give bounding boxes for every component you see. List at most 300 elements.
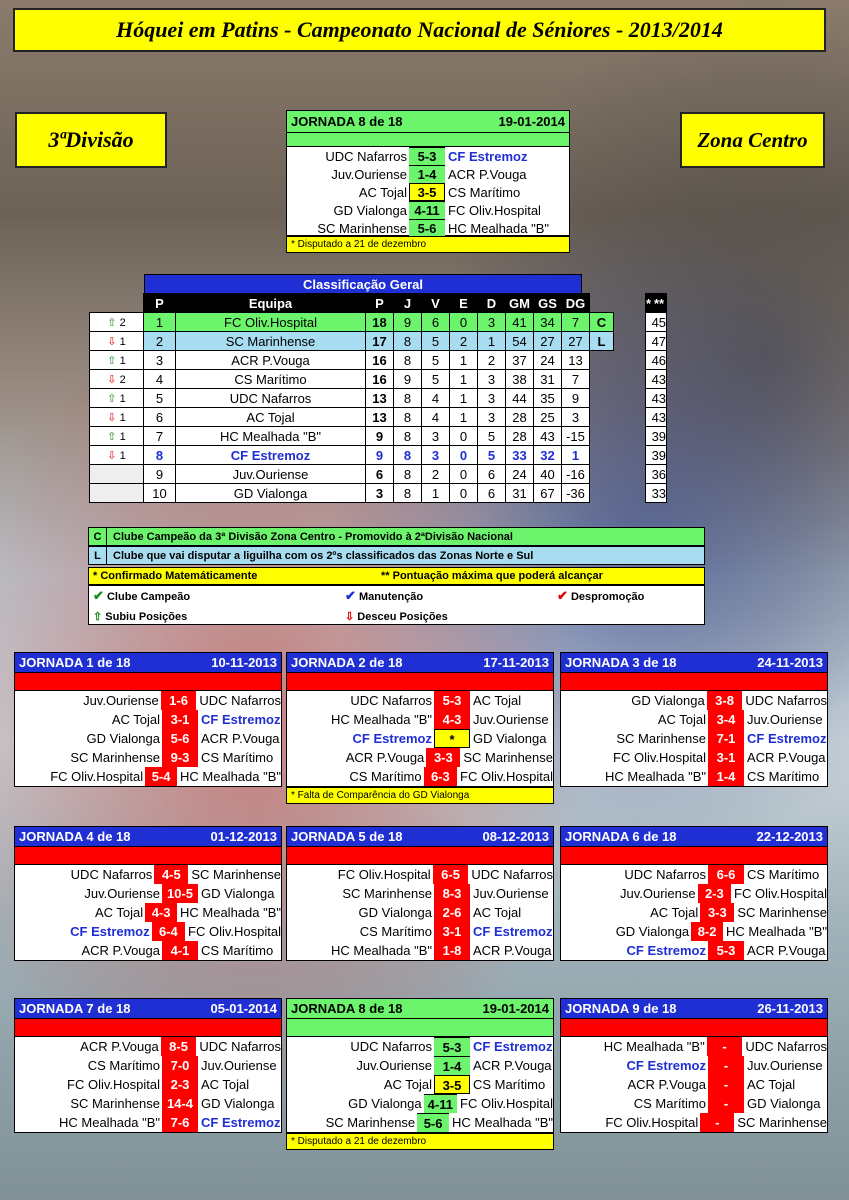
top-round-label: JORNADA 8 de 18	[291, 114, 403, 129]
lost-cell: 3	[478, 408, 506, 427]
score: 2-6	[434, 903, 470, 922]
home-team: CF Estremoz	[352, 731, 432, 746]
goals-against-cell: 43	[534, 427, 562, 446]
max-points-row	[646, 427, 667, 446]
status-tag-cell: L	[590, 332, 614, 351]
round-subbar	[561, 1019, 827, 1037]
home-team: ACR P.Vouga	[627, 1077, 706, 1092]
check-icon: ✔	[345, 588, 356, 603]
away-team: GD Vialonga	[201, 886, 275, 901]
standings-row	[90, 427, 614, 446]
standings-row	[90, 370, 614, 389]
status-tag-cell	[590, 408, 614, 427]
game-row	[287, 1056, 553, 1075]
away-team: HC Mealhada "B"	[726, 924, 827, 939]
score: 8-5	[161, 1037, 197, 1056]
game-row	[15, 1113, 281, 1132]
round-label: JORNADA 7 de 18	[19, 1001, 131, 1016]
round-header	[15, 653, 281, 673]
game-row	[287, 165, 569, 183]
legend-l-key: L	[89, 547, 107, 564]
score: 14-4	[162, 1094, 198, 1113]
arrow-down-icon: ⇩	[107, 411, 117, 424]
home-team: GD Vialonga	[333, 202, 407, 218]
away-team: UDC Nafarros	[471, 867, 553, 882]
goals-against-cell: 67	[534, 484, 562, 503]
legend-champion-row	[88, 527, 705, 546]
legend-l-text: Clube que vai disputar a liguilha com os 2ºs classificados das Zonas Norte e Sul	[113, 549, 534, 562]
home-team: GD Vialonga	[358, 905, 432, 920]
round-label: JORNADA 2 de 18	[291, 655, 403, 670]
game-row	[561, 1075, 827, 1094]
legend-max: ** Pontuação máxima que poderá alcançar	[381, 570, 603, 582]
movement-count: 2	[116, 316, 126, 329]
score: 3-3	[700, 903, 734, 922]
game-row	[287, 201, 569, 219]
away-team: SC Marinhense	[191, 867, 281, 882]
played-cell: 8	[394, 332, 422, 351]
round-date: 08-12-2013	[482, 829, 549, 844]
top-round-subbar	[287, 133, 569, 147]
game-row	[561, 941, 827, 960]
game-row	[287, 1037, 553, 1056]
round-label: JORNADA 6 de 18	[565, 829, 677, 844]
score: 5-6	[417, 1113, 449, 1132]
points-cell: 9	[366, 446, 394, 465]
legend-maintenance-text: Manutenção	[358, 591, 424, 603]
goal-diff-cell: 13	[562, 351, 590, 370]
goal-diff-cell: 7	[562, 313, 590, 332]
legend-icons-row-1	[89, 586, 704, 606]
round-date: 19-01-2014	[482, 1001, 549, 1016]
position-cell: 5	[144, 389, 176, 408]
away-team: CS Marítimo	[448, 184, 521, 200]
max-points-cell: 43	[651, 371, 667, 387]
round-date: 10-11-2013	[211, 655, 277, 670]
status-tag-cell	[590, 389, 614, 408]
goals-for-cell: 44	[506, 389, 534, 408]
standings-row	[90, 408, 614, 427]
round-label: JORNADA 9 de 18	[565, 1001, 677, 1016]
points-cell: 16	[366, 351, 394, 370]
score: 3-5	[409, 183, 445, 201]
home-team: UDC Nafarros	[350, 693, 432, 708]
standings-row	[90, 446, 614, 465]
lost-cell: 6	[478, 484, 506, 503]
home-team: FC Oliv.Hospital	[613, 750, 706, 765]
status-tag-cell	[590, 370, 614, 389]
home-team: SC Marinhense	[616, 731, 706, 746]
game-row	[287, 884, 553, 903]
position-cell: 1	[144, 313, 176, 332]
score: 7-1	[708, 729, 744, 748]
game-row	[287, 691, 553, 710]
away-team: CF Estremoz	[448, 148, 528, 164]
max-points-row	[646, 389, 667, 408]
home-team: ACR P.Vouga	[80, 1039, 159, 1054]
max-points-cell: 33	[651, 485, 667, 501]
drawn-cell: 1	[450, 389, 478, 408]
goals-against-cell: 40	[534, 465, 562, 484]
away-team: GD Vialonga	[473, 731, 547, 746]
away-team: CF Estremoz	[201, 1115, 281, 1130]
game-row	[15, 767, 281, 786]
away-team: ACR P.Vouga	[473, 943, 552, 958]
home-team: SC Marinhense	[70, 750, 160, 765]
max-points-cell: 39	[651, 447, 667, 463]
round-header	[561, 653, 827, 673]
game-row	[287, 767, 553, 786]
away-team: AC Tojal	[747, 1077, 796, 1092]
status-tag-cell: C	[590, 313, 614, 332]
away-team: CF Estremoz	[473, 1039, 553, 1054]
max-points-row	[646, 484, 667, 503]
goal-diff-cell: 27	[562, 332, 590, 351]
away-team: FC Oliv.Hospital	[188, 924, 281, 939]
won-cell: 6	[422, 313, 450, 332]
away-team: UDC Nafarros	[199, 693, 281, 708]
round-subbar	[287, 847, 553, 865]
away-team: GD Vialonga	[747, 1096, 821, 1111]
round-subbar	[561, 673, 827, 691]
round-subbar	[15, 673, 281, 691]
drawn-cell: 1	[450, 370, 478, 389]
away-team: UDC Nafarros	[745, 693, 827, 708]
check-icon: ✔	[93, 588, 104, 603]
round-panel	[286, 826, 554, 961]
movement-cell	[90, 446, 144, 465]
home-team: CF Estremoz	[626, 943, 706, 958]
round-label: JORNADA 4 de 18	[19, 829, 131, 844]
round-label: JORNADA 8 de 18	[291, 1001, 403, 1016]
goal-diff-cell: -36	[562, 484, 590, 503]
legend-champion-text: Clube Campeão	[106, 591, 191, 603]
game-row	[561, 1113, 827, 1132]
round-panel	[286, 998, 554, 1133]
movement-cell	[90, 370, 144, 389]
away-team: SC Marinhense	[737, 905, 827, 920]
goals-for-cell: 28	[506, 408, 534, 427]
game-row	[561, 767, 827, 786]
status-tag-cell	[590, 351, 614, 370]
away-team: FC Oliv.Hospital	[448, 202, 541, 218]
away-team: HC Mealhada "B"	[452, 1115, 553, 1130]
game-row	[15, 710, 281, 729]
round-label: JORNADA 3 de 18	[565, 655, 677, 670]
drawn-cell: 0	[450, 313, 478, 332]
position-cell: 2	[144, 332, 176, 351]
page-title	[13, 8, 826, 52]
score: 1-6	[161, 691, 197, 710]
standings-title	[144, 274, 582, 294]
points-cell: 17	[366, 332, 394, 351]
score: 5-3	[409, 147, 445, 165]
standings-header-cell: P	[366, 294, 394, 313]
round-subbar	[15, 1019, 281, 1037]
check-icon: ✔	[557, 588, 568, 603]
home-team: AC Tojal	[657, 712, 706, 727]
home-team: UDC Nafarros	[70, 867, 153, 882]
legend-champion	[89, 588, 345, 604]
score: 5-3	[434, 1037, 470, 1056]
round-date: 22-12-2013	[756, 829, 823, 844]
home-team: UDC Nafarros	[350, 1039, 432, 1054]
round-date: 26-11-2013	[757, 1001, 823, 1016]
home-team: CS Marítimo	[633, 1096, 706, 1111]
standings-header-cell: DG	[562, 294, 590, 313]
played-cell: 8	[394, 465, 422, 484]
max-points-row	[646, 332, 667, 351]
lost-cell: 2	[478, 351, 506, 370]
status-tag-cell	[590, 484, 614, 503]
division-label	[15, 112, 167, 168]
away-team: AC Tojal	[473, 905, 522, 920]
home-team: FC Oliv.Hospital	[67, 1077, 160, 1092]
zone-text: Zona Centro	[697, 127, 808, 152]
goals-against-cell: 34	[534, 313, 562, 332]
drawn-cell: 0	[450, 446, 478, 465]
division-text: 3ªDivisão	[48, 127, 134, 152]
game-row	[287, 941, 553, 960]
home-team: GD Vialonga	[615, 924, 690, 939]
away-team: CS Marítimo	[747, 867, 820, 882]
away-team: ACR P.Vouga	[201, 731, 280, 746]
standings-row	[90, 465, 614, 484]
away-team: UDC Nafarros	[745, 1039, 827, 1054]
round-panel	[560, 826, 828, 961]
points-cell: 13	[366, 408, 394, 427]
team-cell: UDC Nafarros	[176, 389, 366, 408]
top-round-header	[287, 111, 569, 133]
position-cell: 9	[144, 465, 176, 484]
home-team: SC Marinhense	[325, 1115, 416, 1130]
arrow-up-icon: ⇧	[107, 354, 117, 367]
status-tag-cell	[590, 446, 614, 465]
legend-moved-up	[89, 610, 345, 623]
game-row	[561, 1094, 827, 1113]
score: -	[700, 1113, 734, 1132]
game-row	[287, 1094, 553, 1113]
score: 5-3	[434, 691, 470, 710]
away-team: ACR P.Vouga	[747, 943, 826, 958]
lost-cell: 3	[478, 313, 506, 332]
standings-header-cell: GM	[506, 294, 534, 313]
goals-for-cell: 41	[506, 313, 534, 332]
won-cell: 4	[422, 389, 450, 408]
points-cell: 9	[366, 427, 394, 446]
arrow-up-icon: ⇧	[93, 610, 103, 623]
round-panel	[14, 652, 282, 787]
round-header	[287, 653, 553, 673]
status-tag-cell	[590, 427, 614, 446]
score: 5-6	[409, 219, 445, 237]
game-row	[15, 884, 281, 903]
goals-against-cell: 35	[534, 389, 562, 408]
home-team: HC Mealhada "B"	[59, 1115, 160, 1130]
goals-against-cell: 31	[534, 370, 562, 389]
played-cell: 8	[394, 484, 422, 503]
score: 6-6	[708, 865, 744, 884]
score: 1-4	[434, 1056, 470, 1075]
lost-cell: 6	[478, 465, 506, 484]
arrow-up-icon: ⇧	[107, 430, 117, 443]
home-team: GD Vialonga	[348, 1096, 422, 1111]
home-team: HC Mealhada "B"	[331, 712, 432, 727]
home-team: Juv.Ouriense	[331, 166, 407, 182]
team-cell: AC Tojal	[176, 408, 366, 427]
away-team: CF Estremoz	[747, 731, 827, 746]
goals-for-cell: 31	[506, 484, 534, 503]
movement-count: 1	[116, 335, 126, 348]
team-cell: Juv.Ouriense	[176, 465, 366, 484]
standings-header-cell: V	[422, 294, 450, 313]
home-team: GD Vialonga	[86, 731, 160, 746]
lost-cell: 3	[478, 370, 506, 389]
won-cell: 5	[422, 332, 450, 351]
legend-notes-row	[88, 567, 705, 585]
legend-confirm: * Confirmado Matemáticamente	[93, 570, 258, 582]
legend-moved-down	[345, 610, 448, 623]
goal-diff-cell: 7	[562, 370, 590, 389]
position-cell: 3	[144, 351, 176, 370]
round-subbar	[15, 847, 281, 865]
max-points-row	[646, 313, 667, 332]
movement-cell	[90, 408, 144, 427]
game-row	[561, 903, 827, 922]
home-team: HC Mealhada "B"	[331, 943, 432, 958]
score: 4-1	[162, 941, 198, 960]
standings-header-cell: Equipa	[176, 294, 366, 313]
title-text: Hóquei em Patins - Campeonato Nacional de Séniores - 2013/2014	[116, 17, 723, 42]
round-date: 24-11-2013	[757, 655, 823, 670]
legend-icons-row-2	[89, 606, 704, 626]
game-row	[561, 1056, 827, 1075]
away-team: Juv.Ouriense	[747, 712, 823, 727]
score: 2-3	[162, 1075, 198, 1094]
away-team: ACR P.Vouga	[473, 1058, 552, 1073]
score: 1-8	[434, 941, 470, 960]
round-date: 01-12-2013	[210, 829, 277, 844]
max-points-row	[646, 370, 667, 389]
game-row	[561, 729, 827, 748]
movement-cell	[90, 313, 144, 332]
round-panel	[560, 652, 828, 787]
drawn-cell: 1	[450, 351, 478, 370]
won-cell: 1	[422, 484, 450, 503]
round-header	[561, 999, 827, 1019]
score: -	[708, 1056, 744, 1075]
legend-icons-box	[88, 585, 705, 625]
score: 1-4	[409, 165, 445, 183]
home-team: UDC Nafarros	[624, 867, 706, 882]
played-cell: 8	[394, 351, 422, 370]
arrow-down-icon: ⇩	[345, 610, 355, 623]
drawn-cell: 1	[450, 408, 478, 427]
drawn-cell: 2	[450, 332, 478, 351]
home-team: CS Marítimo	[87, 1058, 160, 1073]
game-row	[15, 729, 281, 748]
game-row	[561, 884, 827, 903]
game-row	[287, 183, 569, 201]
status-tag-cell	[590, 465, 614, 484]
round-date: 17-11-2013	[483, 655, 549, 670]
legend-c-text: Clube Campeão da 3ª Divisão Zona Centro - Promovido à 2ªDivisão Nacional	[113, 530, 513, 543]
home-team: SC Marinhense	[342, 886, 432, 901]
home-team: CF Estremoz	[70, 924, 150, 939]
away-team: HC Mealhada "B"	[180, 905, 281, 920]
away-team: HC Mealhada "B"	[448, 220, 549, 236]
away-team: CS Marítimo	[201, 943, 274, 958]
game-row	[561, 1037, 827, 1056]
away-team: AC Tojal	[473, 693, 522, 708]
score: 7-6	[162, 1113, 198, 1132]
game-row	[287, 710, 553, 729]
home-team: AC Tojal	[111, 712, 160, 727]
max-points-cell: 43	[651, 390, 667, 406]
score: 3-1	[708, 748, 744, 767]
round-note: * Falta de Comparência do GD Vialonga	[286, 787, 554, 804]
points-cell: 16	[366, 370, 394, 389]
standings-row	[90, 389, 614, 408]
home-team: CS Marítimo	[359, 924, 432, 939]
score: 4-5	[154, 865, 188, 884]
standings-header-cell: J	[394, 294, 422, 313]
goals-against-cell: 32	[534, 446, 562, 465]
score: 6-5	[433, 865, 469, 884]
team-cell: ACR P.Vouga	[176, 351, 366, 370]
standings-header-cell: D	[478, 294, 506, 313]
home-team: AC Tojal	[94, 905, 144, 920]
score: 5-3	[708, 941, 744, 960]
points-cell: 3	[366, 484, 394, 503]
score: 3-3	[426, 748, 460, 767]
team-cell: CS Marítimo	[176, 370, 366, 389]
goals-for-cell: 33	[506, 446, 534, 465]
arrow-down-icon: ⇩	[107, 335, 117, 348]
drawn-cell: 0	[450, 484, 478, 503]
away-team: AC Tojal	[201, 1077, 250, 1092]
legend-maintenance	[345, 588, 557, 604]
round-subbar	[561, 847, 827, 865]
home-team: ACR P.Vouga	[81, 943, 160, 958]
game-row	[287, 1113, 553, 1132]
away-team: SC Marinhense	[737, 1115, 827, 1130]
game-row	[561, 922, 827, 941]
max-points-cell: 39	[651, 428, 667, 444]
score: 6-4	[152, 922, 185, 941]
goals-for-cell: 24	[506, 465, 534, 484]
home-team: Juv.Ouriense	[84, 886, 160, 901]
game-row	[15, 748, 281, 767]
score: 2-3	[698, 884, 731, 903]
standings-table	[89, 293, 667, 503]
away-team: Juv.Ouriense	[473, 886, 549, 901]
movement-cell	[90, 465, 144, 484]
drawn-cell: 0	[450, 465, 478, 484]
played-cell: 8	[394, 389, 422, 408]
team-cell: SC Marinhense	[176, 332, 366, 351]
score: *	[434, 729, 470, 748]
top-round-panel	[286, 110, 570, 236]
movement-count: 1	[116, 430, 126, 443]
game-row	[15, 1037, 281, 1056]
movement-count: 1	[116, 354, 126, 367]
goal-diff-cell: 3	[562, 408, 590, 427]
arrow-up-icon: ⇧	[107, 392, 117, 405]
away-team: UDC Nafarros	[199, 1039, 281, 1054]
max-points-row	[646, 465, 667, 484]
game-row	[15, 865, 281, 884]
